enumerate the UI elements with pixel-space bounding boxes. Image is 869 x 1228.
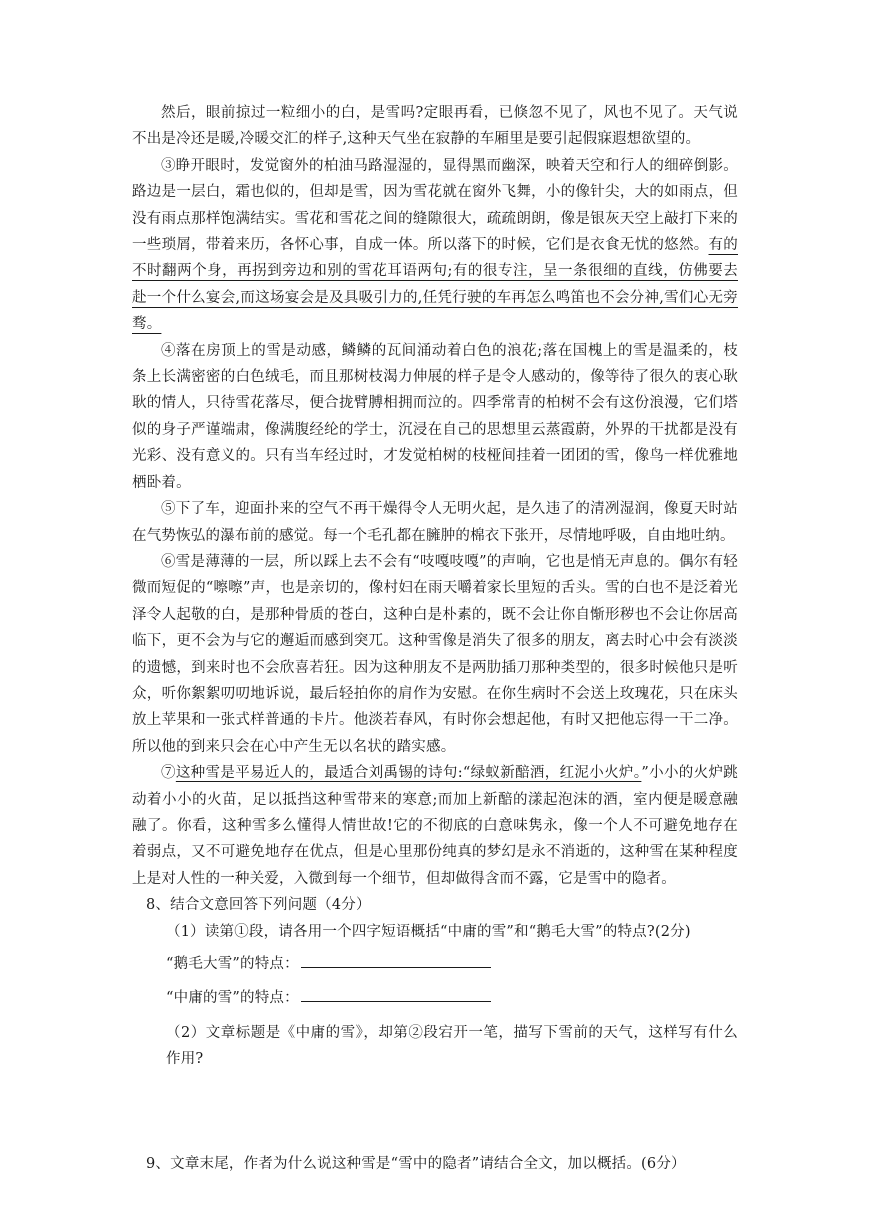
answer-space[interactable] [132, 1073, 738, 1151]
answer-a-blank[interactable] [301, 951, 491, 968]
answer-b-blank[interactable] [301, 985, 491, 1002]
paragraph-3-underlined-sentence: 有的不时翻两个身，再拐到旁边和别的雪花耳语两句;有的很专注，呈一条很细的直线，仿佛要去赴一个什么宴会,而这场宴会是及具吸引力的,任凭行驶的车再怎么鸣笛也不会分神,雪们心无旁骛。 [132, 237, 738, 333]
question-8-title: 8、结合文意回答下列问题（4分） [146, 897, 371, 914]
paragraph-7-underlined-sentence: 这种雪是平易近人的，最适合刘禹锡的诗句:“绿蚁新醅酒，红泥小火炉。 [175, 765, 642, 782]
question-8-2 [132, 1020, 738, 1073]
question-8-1: （1）读第①段，请各用一个四字短语概括“中庸的雪”和“鹅毛大雪”的特点?(2分) [166, 923, 691, 940]
paragraph-2-end: 然后，眼前掠过一粒细小的白，是雪吗?定眼再看，已倏忽不见了，风也不见了。天气说不出是冷还是暖,冷暖交汇的样子,这种天气坐在寂静的车厢里是要引起假寐遐想欲望的。 [132, 105, 738, 148]
paragraph-5: ⑤下了车，迎面扑来的空气不再干燥得令人无明火起，是久违了的清冽湿润，像夏天时站在气势恢弘的瀑布前的感觉。每一个毛孔都在臃肿的棉衣下张开，尽情地呼吸，自由地吐纳。 [132, 501, 738, 544]
spacer [132, 1012, 738, 1020]
paragraph-6: ⑥雪是薄薄的一层，所以踩上去不会有“吱嘎吱嘎”的声响，它也是悄无声息的。偶尔有轻微而短促的“嚓嚓”声，也是亲切的，像村妇在雨天嚼着家长里短的舌头。雪的白也不是泛着光泽令人起敬的白，是那种骨质的苍白，这种白是朴素的，既不会让你自惭形秽也不会让你居高临下，更不会为与它的邂逅而感到突兀。这种雪像是消失了很多的朋友，离去时心中会有淡淡的遗憾，到来时也不会欣喜若狂。因为这种朋友不是两肋插刀那种类型的，很多时候他只是听众，听你絮絮叨叨地诉说，最后轻拍你的肩作为安慰。在你生病时不会送上玫瑰花，只在床头放上苹果和一张式样普通的卡片。他淡若春风，有时你会想起他，有时又把他忘得一干二净。所以他的到来只会在心中产生无以名状的踏实感。 [132, 553, 738, 755]
article-body [132, 100, 738, 1177]
paragraph-4: ④落在房顶上的雪是动感，鳞鳞的瓦间涌动着白色的浪花;落在国槐上的雪是温柔的，枝条上长满密密的白色绒毛，而且那树枝渴力伸展的样子是令人感动的，像等待了很久的衷心耿耿的情人，只待雪花落尽，便合拢臂膊相拥而泣的。四季常青的柏树不会有这份浪漫，它们塔似的身子严谨端肃，像满腹经纶的学士，沉浸在自己的思想里云蒸霞蔚，外界的干扰都是没有光彩、没有意义的。只有当车经过时，才发觉柏树的枝桠间挂着一团团的雪，像鸟一样优雅地栖卧着。 [132, 342, 738, 491]
paragraph-7-text: ”小小的火炉跳动着小小的火苗，足以抵挡这种雪带来的寒意;而加上新醅的漾起泡沫的酒，室内便是暖意融融了。你看，这种雪多么懂得人情世故!它的不彻底的白意味隽永，像一个人不可避免地存在着弱点，又不可避免地存在优点，但是心里那份纯真的梦幻是永不消逝的，这种雪在某种程度上是对人性的一种关爱，入微到每一个细节，但却做得含而不露，它是雪中的隐者。 [132, 765, 739, 887]
question-8-1-answer-a [132, 951, 738, 977]
question-9: 9、文章末尾，作者为什么说这种雪是“雪中的隐者”请结合全文，加以概括。(6分） [146, 1155, 686, 1172]
paragraph-7 [132, 760, 738, 892]
paragraph-3-text: ③睁开眼时，发觉窗外的柏油马路湿湿的，显得黑而幽深，映着天空和行人的细碎倒影。路边是一层白，霜也似的，但却是雪，因为雪花就在窗外飞舞，小的像针尖，大的如雨点，但没有雨点那样饱满结实。雪花和雪花之间的缝隙很大，疏疏朗朗，像是银灰天空上敲打下来的一些琐屑，带着来历，各怀心事，自成一体。所以落下的时候，它们是衣食无忧的悠然。 [132, 157, 738, 254]
paragraph-3 [132, 153, 738, 338]
question-8-1-answer-b [132, 985, 738, 1011]
answer-a-label: “鹅毛大雪”的特点： [166, 956, 299, 972]
paragraph-7-number: ⑦ [161, 765, 176, 782]
answer-b-label: “中庸的雪”的特点： [166, 990, 299, 1007]
spacer [132, 977, 738, 985]
question-8-2-text: （2）文章标题是《中庸的雪》，却第②段宕开一笔，描写下雪前的天气，这样写有什么作用? [166, 1024, 738, 1068]
